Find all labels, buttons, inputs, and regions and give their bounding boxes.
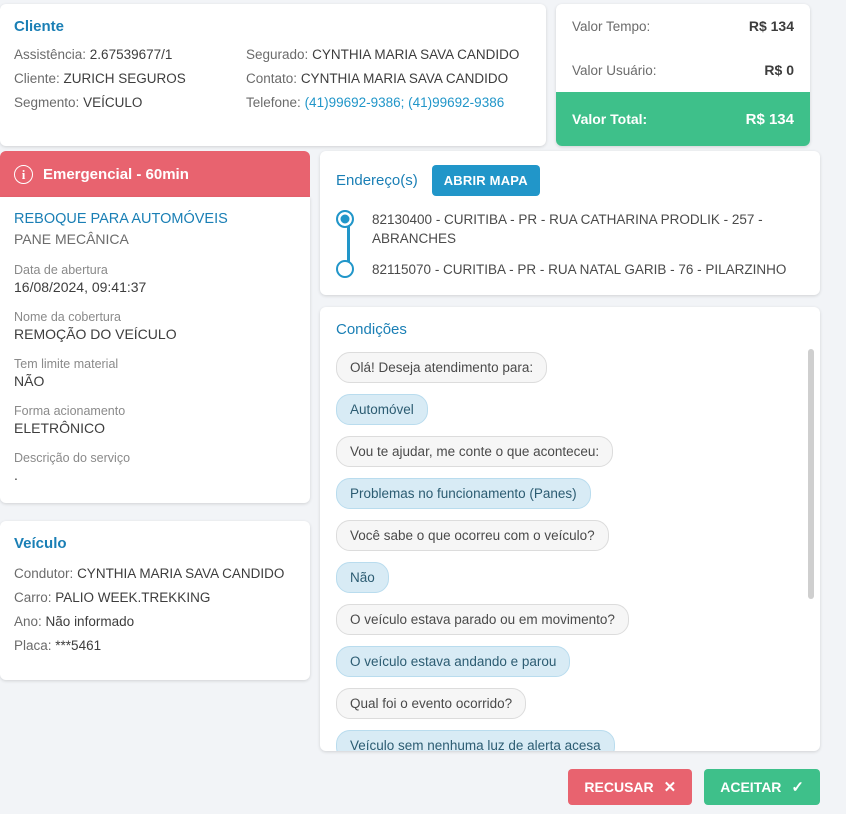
accept-button[interactable] (704, 769, 820, 805)
address-item-destination[interactable] (372, 260, 804, 279)
client-card (0, 4, 546, 146)
field-cliente-value: ZURICH SEGUROS (63, 71, 186, 86)
right-column (320, 151, 820, 751)
list-item (336, 520, 804, 562)
conditions-answer: Veículo sem nenhuma luz de alerta acesa (336, 730, 615, 751)
field-cliente-label: Cliente: (14, 71, 60, 86)
field-segmento-value: VEÍCULO (83, 95, 143, 110)
conditions-question: Olá! Deseja atendimento para: (336, 352, 547, 383)
value-usuario-amount: R$ 0 (764, 62, 794, 78)
field-carro (14, 590, 296, 605)
list-item (336, 352, 804, 394)
field-assistencia-label: Assistência: (14, 47, 87, 62)
service-title: REBOQUE PARA AUTOMÓVEIS (14, 211, 228, 227)
conditions-card (320, 307, 820, 751)
client-fields-left (14, 47, 246, 119)
list-item (336, 478, 804, 520)
address-card (320, 151, 820, 295)
origin-marker-icon (336, 210, 354, 228)
field-segurado-value: CYNTHIA MARIA SAVA CANDIDO (312, 47, 520, 62)
list-item (336, 688, 804, 730)
field-condutor-value: CYNTHIA MARIA SAVA CANDIDO (77, 566, 285, 581)
conditions-answer: O veículo estava andando e parou (336, 646, 570, 677)
reject-button-label: RECUSAR (584, 779, 654, 795)
field-assistencia-value: 2.67539677/1 (89, 47, 173, 62)
field-telefone (246, 95, 530, 110)
address-item-origin[interactable] (372, 210, 804, 248)
field-ano (14, 614, 296, 629)
list-item (336, 562, 804, 604)
conditions-question: Vou te ajudar, me conte o que aconteceu: (336, 436, 613, 467)
label-descricao-servico: Descrição do serviço (14, 451, 131, 465)
list-item (336, 604, 804, 646)
vehicle-card-title: Veículo (14, 535, 67, 552)
value-forma-acionamento: ELETRÔNICO (14, 420, 106, 436)
reject-button[interactable] (568, 769, 692, 805)
list-item (336, 646, 804, 688)
accept-button-label: ACEITAR (720, 779, 782, 795)
client-card-title: Cliente (14, 18, 65, 35)
value-usuario-row (556, 48, 810, 92)
emergency-banner (0, 151, 310, 197)
conditions-question: Você sabe o que ocorreu com o veículo? (336, 520, 609, 551)
conditions-scrollbar[interactable] (811, 313, 817, 745)
client-fields-right (246, 47, 530, 119)
value-total-amount: R$ 134 (745, 110, 794, 128)
check-icon: ✓ (791, 778, 804, 796)
left-column (0, 151, 310, 680)
close-icon: ✕ (663, 778, 677, 796)
label-forma-acionamento: Forma acionamento (14, 404, 126, 418)
field-condutor (14, 566, 296, 581)
list-item (336, 436, 804, 478)
field-ano-label: Ano: (14, 614, 42, 629)
service-subtitle: PANE MECÂNICA (14, 231, 129, 247)
label-data-abertura: Data de abertura (14, 263, 108, 277)
field-segurado-label: Segurado: (246, 47, 309, 62)
field-assistencia (14, 47, 246, 62)
value-nome-cobertura: REMOÇÃO DO VEÍCULO (14, 326, 177, 342)
conditions-question: Qual foi o evento ocorrido? (336, 688, 526, 719)
address-origin-text: 82130400 - CURITIBA - PR - RUA CATHARINA PRODLIK - 257 - ABRANCHES (372, 212, 763, 247)
address-list (336, 210, 804, 279)
value-total-row (556, 92, 810, 146)
field-placa-value: ***5461 (55, 638, 102, 653)
field-ano-value: Não informado (45, 614, 135, 629)
conditions-scrollbar-thumb[interactable] (808, 349, 814, 599)
field-contato-label: Contato: (246, 71, 298, 86)
conditions-answer: Problemas no funcionamento (Panes) (336, 478, 591, 509)
value-limite-material: NÃO (14, 373, 45, 389)
field-segurado (246, 47, 530, 62)
value-total-label: Valor Total: (572, 111, 648, 127)
value-tempo-row (556, 4, 810, 48)
list-item (336, 730, 804, 751)
vehicle-card (0, 521, 310, 680)
field-cliente (14, 71, 246, 86)
field-contato (246, 71, 530, 86)
field-condutor-label: Condutor: (14, 566, 74, 581)
values-card (556, 4, 810, 146)
conditions-answer: Automóvel (336, 394, 428, 425)
label-limite-material: Tem limite material (14, 357, 119, 371)
field-telefone-value[interactable]: (41)99692-9386; (41)99692-9386 (304, 95, 505, 110)
field-placa-label: Placa: (14, 638, 52, 653)
field-carro-value: PALIO WEEK.TREKKING (55, 590, 211, 605)
label-nome-cobertura: Nome da cobertura (14, 310, 122, 324)
field-placa (14, 638, 296, 653)
value-data-abertura: 16/08/2024, 09:41:37 (14, 279, 147, 295)
value-tempo-amount: R$ 134 (748, 18, 794, 34)
emergency-label: Emergencial - 60min (43, 165, 189, 183)
info-icon: i (14, 165, 33, 184)
value-descricao-servico: . (14, 467, 18, 483)
action-footer (0, 760, 846, 814)
conditions-title: Condições (336, 321, 407, 339)
open-map-button[interactable]: ABRIR MAPA (432, 165, 540, 196)
address-connector-line (347, 224, 350, 265)
field-contato-value: CYNTHIA MARIA SAVA CANDIDO (300, 71, 509, 86)
address-header (336, 165, 804, 196)
conditions-question: O veículo estava parado ou em movimento? (336, 604, 629, 635)
field-telefone-label: Telefone: (246, 95, 301, 110)
destination-marker-icon (336, 260, 354, 278)
address-destination-text: 82115070 - CURITIBA - PR - RUA NATAL GARIB - 76 - PILARZINHO (372, 262, 787, 278)
field-carro-label: Carro: (14, 590, 52, 605)
address-title: Endereço(s) (336, 172, 418, 189)
value-tempo-label: Valor Tempo: (572, 18, 651, 34)
top-summary-row (0, 4, 846, 146)
service-details-card (0, 197, 310, 503)
conditions-answer: Não (336, 562, 389, 593)
list-item (336, 394, 804, 436)
value-usuario-label: Valor Usuário: (572, 62, 657, 78)
field-segmento (14, 95, 246, 110)
field-segmento-label: Segmento: (14, 95, 80, 110)
